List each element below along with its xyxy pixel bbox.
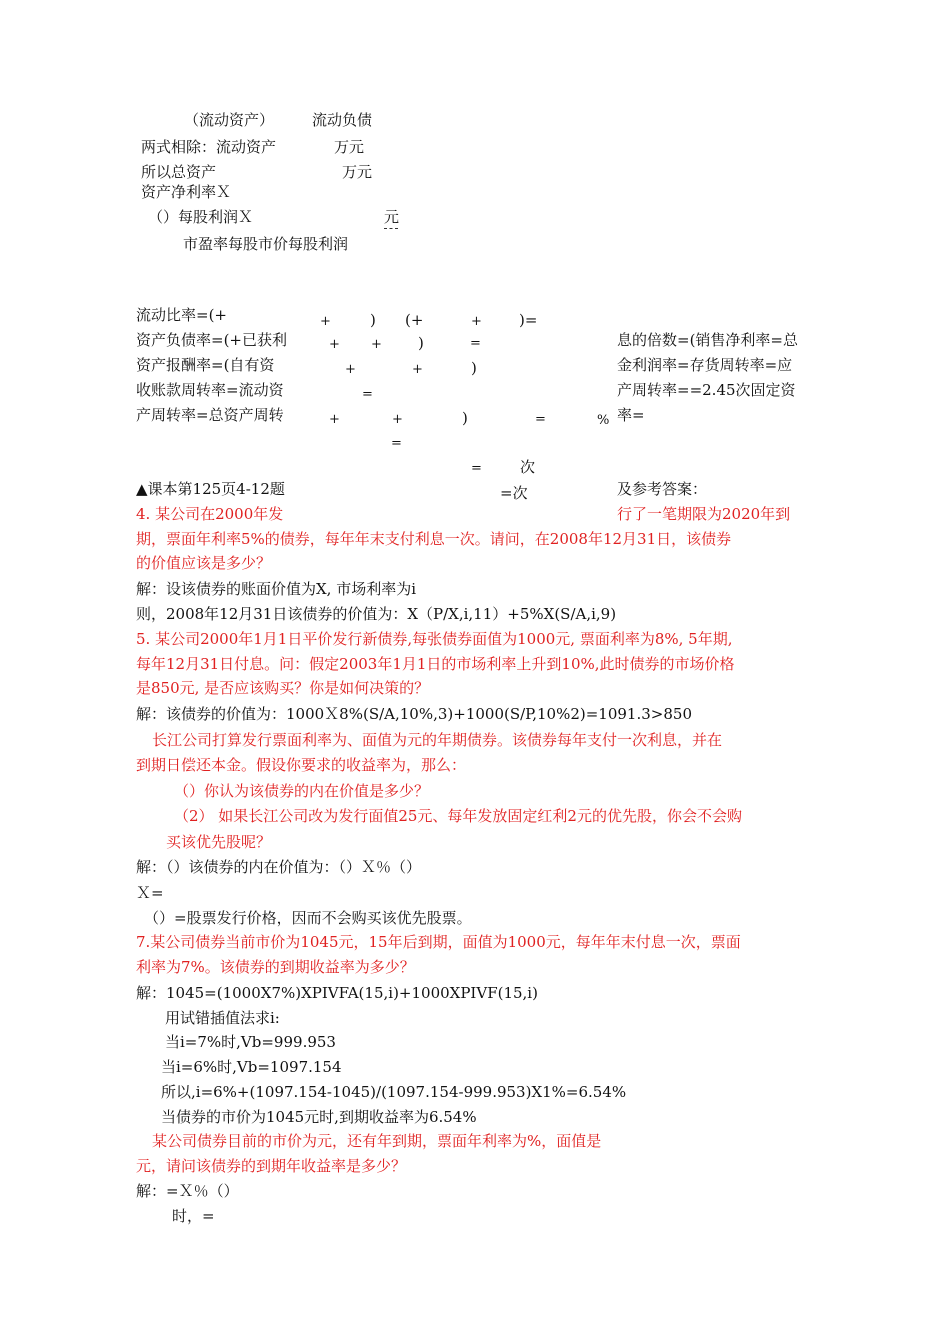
ratio-frag: = xyxy=(391,436,402,451)
section-title-right: 及参考答案： xyxy=(617,480,708,498)
question-5-line-2: 每年12月31日付息。问：假定2003年1月1日的市场利率上升到10%,此时债券的市场价格 xyxy=(136,655,735,673)
ratio-frag: 次 xyxy=(520,458,536,476)
question-4-line-1: 4. 某公司在2000年发 xyxy=(136,505,284,523)
ratio-frag: ) xyxy=(471,359,477,377)
answer-5: 解：该债券的价值为：1000Ｘ8%(S/A,10%,3)+1000(S/P,10%2)=1091.3>850 xyxy=(136,705,692,723)
ratio-frag: + xyxy=(371,337,382,352)
text-unit-yuan: 元 xyxy=(384,208,400,226)
ratio-left-1: 流动比率=(+ xyxy=(136,306,227,324)
answer-7-line-6: 当债券的市价为1045元时,到期收益率为6.54% xyxy=(161,1108,477,1126)
text-current-assets: （流动资产） xyxy=(184,111,275,129)
ratio-frag: ) xyxy=(418,334,424,352)
ratio-frag: = xyxy=(470,336,481,351)
answer-7-line-3: 当i=7%时,Vb=999.953 xyxy=(165,1033,336,1051)
question-6-line-2: 到期日偿还本金。假设你要求的收益率为，那么： xyxy=(136,756,467,774)
ratio-frag: ) xyxy=(462,409,468,427)
answer-6-line-3: （）=股票发行价格，因而不会购买该优先股票。 xyxy=(144,909,472,927)
answer-8-line-2: 时，= xyxy=(172,1207,215,1225)
text-divide-both: 两式相除：流动资产 xyxy=(141,138,277,156)
answer-4-line-2: 则，2008年12月31日该债券的价值为：X（P/X,i,11）+5%X(S/A,i,9) xyxy=(136,605,617,623)
question-6-part-2: （2） 如果长江公司改为发行面值25元、每年发放固定红利2元的优先股，你会不会购 xyxy=(174,807,742,825)
ratio-left-4: 收账款周转率=流动资 xyxy=(136,381,284,399)
question-8-line-2: 元，请问该债券的到期年收益率是多少？ xyxy=(136,1157,407,1175)
question-4-line-1-right: 行了一笔期限为2020年到 xyxy=(617,505,791,523)
question-8-line-1: 某公司债券目前的市价为元，还有年到期，票面年利率为%，面值是 xyxy=(152,1132,602,1150)
text-roa: 资产净利率Ｘ xyxy=(141,183,232,201)
question-6-part-2-cont: 买该优先股呢？ xyxy=(166,833,272,851)
ratio-frag: + xyxy=(412,362,423,377)
ratio-right-1: 息的倍数=(销售净利率=总 xyxy=(617,331,798,349)
question-4-line-3: 的价值应该是多少？ xyxy=(136,554,272,572)
ratio-frag: + xyxy=(329,412,340,427)
text-total-assets: 所以总资产 xyxy=(141,163,217,181)
ratio-frag: (+ xyxy=(405,311,424,329)
ratio-frag: = xyxy=(535,412,546,427)
ratio-right-3: 产周转率==2.45次固定资 xyxy=(617,381,796,399)
text-pe-ratio: 市盈率每股市价每股利润 xyxy=(183,235,349,253)
question-7-line-1: 7.某公司债券当前市价为1045元，15年后到期，面值为1000元，每年年末付息一次，票面 xyxy=(136,933,741,951)
question-5-line-1: 5. 某公司2000年1月1日平价发行新债券,每张债券面值为1000元, 票面利率为8%, 5年期, xyxy=(136,630,733,648)
ratio-frag: + xyxy=(320,314,331,329)
answer-8-line-1: 解：=Ｘ％（） xyxy=(136,1182,239,1200)
answer-6-line-2: Ｘ= xyxy=(136,884,164,902)
question-6-line-1: 长江公司打算发行票面利率为、面值为元的年期债券。该债券每年支付一次利息，并在 xyxy=(152,731,723,749)
ratio-frag: + xyxy=(329,337,340,352)
question-5-line-3: 是850元, 是否应该购买？你是如何决策的？ xyxy=(136,679,430,697)
ratio-frag: = xyxy=(362,387,373,402)
answer-7-line-2: 用试错插值法求i: xyxy=(165,1009,280,1027)
ratio-frag: ) xyxy=(370,311,376,329)
answer-7-line-1: 解：1045=(1000X7%)XPIVFA(15,i)+1000XPIVF(15,i) xyxy=(136,984,538,1002)
question-7-line-2: 利率为7%。该债券的到期收益率为多少？ xyxy=(136,958,415,976)
ratio-frag: + xyxy=(345,362,356,377)
ratio-frag: )= xyxy=(519,311,538,329)
ratio-left-2: 资产负债率=(+已获利 xyxy=(136,331,287,349)
answer-7-line-5: 所以,i=6%+(1097.154-1045)/(1097.154-999.953)X1%=6.54% xyxy=(161,1083,627,1101)
ratio-frag: =次 xyxy=(500,484,528,502)
section-title: ▲课本第125页4-12题 xyxy=(136,480,285,498)
ratio-frag: + xyxy=(392,412,403,427)
ratio-frag: % xyxy=(597,413,610,428)
ratio-right-4: 率= xyxy=(617,406,645,424)
text-eps: （）每股利润Ｘ xyxy=(148,208,254,226)
question-4-line-2: 期，票面年利率5%的债券，每年年末支付利息一次。请问，在2008年12月31日，该债券 xyxy=(136,530,732,548)
ratio-frag: = xyxy=(471,461,482,476)
question-6-part-1: （）你认为该债券的内在价值是多少？ xyxy=(174,782,430,800)
text-unit-wanyuan-2: 万元 xyxy=(342,163,373,181)
ratio-frag: + xyxy=(471,314,482,329)
answer-7-line-4: 当i=6%时,Vb=1097.154 xyxy=(161,1058,342,1076)
ratio-left-5: 产周转率=总资产周转 xyxy=(136,406,284,424)
answer-6-line-1: 解：（）该债券的内在价值为：（）Ｘ％（） xyxy=(136,858,422,876)
dashed-underline xyxy=(384,228,398,229)
text-current-liabilities: 流动负债 xyxy=(312,111,373,129)
ratio-left-3: 资产报酬率=(自有资 xyxy=(136,356,275,374)
text-unit-wanyuan-1: 万元 xyxy=(334,138,365,156)
answer-4-line-1: 解：设该债券的账面价值为X, 市场利率为i xyxy=(136,580,417,598)
ratio-right-2: 金利润率=存货周转率=应 xyxy=(617,356,793,374)
